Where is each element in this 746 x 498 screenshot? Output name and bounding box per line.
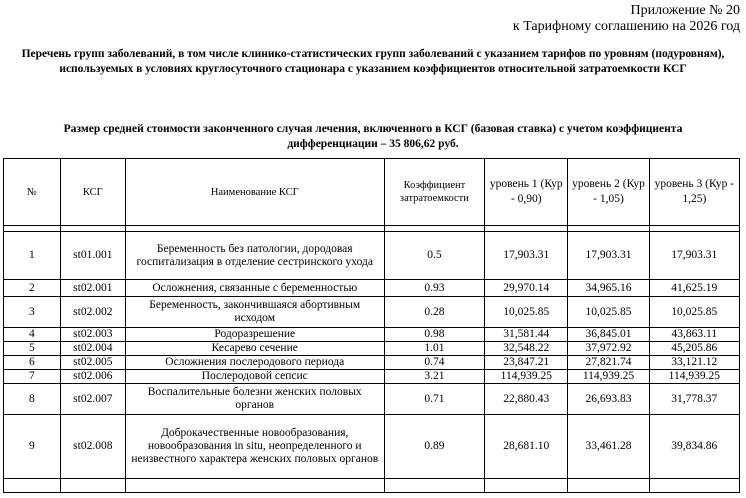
appendix-reference bbox=[513, 3, 740, 35]
table-row bbox=[4, 370, 740, 384]
row-number: 7 bbox=[4, 370, 61, 384]
header-ksg-name: Наименование КСГ bbox=[125, 159, 384, 226]
row-ksg-code: st02.001 bbox=[60, 280, 125, 297]
row-ksg-code: st02.008 bbox=[60, 415, 125, 479]
row-coefficient: 0.71 bbox=[384, 384, 485, 415]
row-level-2-tariff: 26,693.83 bbox=[568, 384, 649, 415]
row-level-1-tariff: 17,903.31 bbox=[485, 232, 568, 280]
row-number: 2 bbox=[4, 280, 61, 297]
row-level-2-tariff: 114,939.25 bbox=[568, 370, 649, 384]
row-ksg-name: Родоразрешение bbox=[125, 328, 384, 342]
row-ksg-code: st02.006 bbox=[60, 370, 125, 384]
row-ksg-code: st02.004 bbox=[60, 342, 125, 356]
table-row bbox=[4, 297, 740, 328]
row-level-1-tariff: 114,939.25 bbox=[485, 370, 568, 384]
table-row bbox=[4, 384, 740, 415]
row-ksg-name: Доброкачественные новообразования, новообразования in situ, неопределенного и неизвестного характера женских половых органов bbox=[125, 415, 384, 479]
header-level-1: уровень 1 (Кур - 0,90) bbox=[485, 159, 568, 226]
row-ksg-name: Беременность без патологии, дородовая госпитализация в отделение сестринского ухода bbox=[125, 232, 384, 280]
row-number: 4 bbox=[4, 328, 61, 342]
row-level-1-tariff: 28,681.10 bbox=[485, 415, 568, 479]
document-heading: Перечень групп заболеваний, в том числе клинико-статистических групп заболеваний с указанием тарифов по уровням (подуровням), используемых в условиях круглосуточного стационара с указанием коэффициентов относительной затратоемкости КСГ bbox=[21, 48, 725, 75]
row-ksg-name: Осложнения, связанные с беременностью bbox=[125, 280, 384, 297]
row-ksg-code: st02.007 bbox=[60, 384, 125, 415]
row-level-3-tariff: 41,625.19 bbox=[649, 280, 739, 297]
row-ksg-name: Осложнения послеродового периода bbox=[125, 356, 384, 370]
row-level-3-tariff: 43,863.11 bbox=[649, 328, 739, 342]
table-row bbox=[4, 356, 740, 370]
row-level-1-tariff: 23,847.21 bbox=[485, 356, 568, 370]
row-number: 5 bbox=[4, 342, 61, 356]
row-level-3-tariff: 31,778.37 bbox=[649, 384, 739, 415]
row-ksg-name: Послеродовой сепсис bbox=[125, 370, 384, 384]
row-number: 8 bbox=[4, 384, 61, 415]
row-level-1-tariff: 10,025.85 bbox=[485, 297, 568, 328]
table-row bbox=[4, 232, 740, 280]
row-ksg-code: st01.001 bbox=[60, 232, 125, 280]
row-level-1-tariff: 32,548.22 bbox=[485, 342, 568, 356]
header-number: № bbox=[4, 159, 61, 226]
row-level-2-tariff: 10,025.85 bbox=[568, 297, 649, 328]
row-level-1-tariff: 31,581.44 bbox=[485, 328, 568, 342]
header-cost-coefficient: Коэффициент затратоемкости bbox=[384, 159, 485, 226]
row-level-2-tariff: 37,972.92 bbox=[568, 342, 649, 356]
row-coefficient: 1.01 bbox=[384, 342, 485, 356]
row-level-3-tariff: 45,205.86 bbox=[649, 342, 739, 356]
table-header-row bbox=[4, 159, 740, 226]
table-row-cut-off bbox=[4, 479, 740, 493]
row-level-3-tariff: 17,903.31 bbox=[649, 232, 739, 280]
table-row bbox=[4, 280, 740, 297]
row-number: 1 bbox=[4, 232, 61, 280]
row-level-2-tariff: 17,903.31 bbox=[568, 232, 649, 280]
row-level-2-tariff: 34,965.16 bbox=[568, 280, 649, 297]
header-ksg: КСГ bbox=[60, 159, 125, 226]
row-level-3-tariff: 39,834.86 bbox=[649, 415, 739, 479]
row-level-1-tariff: 29,970.14 bbox=[485, 280, 568, 297]
row-level-2-tariff: 27,821.74 bbox=[568, 356, 649, 370]
row-level-3-tariff: 33,121.12 bbox=[649, 356, 739, 370]
row-level-1-tariff: 22,880.43 bbox=[485, 384, 568, 415]
row-ksg-name: Воспалительные болезни женских половых органов bbox=[125, 384, 384, 415]
table-row bbox=[4, 415, 740, 479]
header-level-3: уровень 3 (Кур - 1,25) bbox=[649, 159, 739, 226]
header-level-2: уровень 2 (Кур - 1,05) bbox=[568, 159, 649, 226]
row-ksg-name: Беременность, закончившаяся абортивным исходом bbox=[125, 297, 384, 328]
row-coefficient: 0.5 bbox=[384, 232, 485, 280]
appendix-number: Приложение № 20 bbox=[630, 3, 740, 18]
row-coefficient: 0.74 bbox=[384, 356, 485, 370]
row-coefficient: 0.28 bbox=[384, 297, 485, 328]
row-number: 6 bbox=[4, 356, 61, 370]
row-level-2-tariff: 33,461.28 bbox=[568, 415, 649, 479]
table-row bbox=[4, 342, 740, 356]
appendix-agreement: к Тарифному соглашению на 2026 год bbox=[512, 19, 740, 34]
row-coefficient: 0.93 bbox=[384, 280, 485, 297]
row-level-3-tariff: 10,025.85 bbox=[649, 297, 739, 328]
row-ksg-name: Кесарево сечение bbox=[125, 342, 384, 356]
row-coefficient: 0.98 bbox=[384, 328, 485, 342]
row-ksg-code: st02.002 bbox=[60, 297, 125, 328]
row-coefficient: 0.89 bbox=[384, 415, 485, 479]
table-row bbox=[4, 328, 740, 342]
row-ksg-code: st02.003 bbox=[60, 328, 125, 342]
row-ksg-code: st02.005 bbox=[60, 356, 125, 370]
row-number: 9 bbox=[4, 415, 61, 479]
row-number: 3 bbox=[4, 297, 61, 328]
base-rate-statement: Размер средней стоимости законченного случая лечения, включенного в КСГ (базовая ставка) с учетом коэффициента дифференциации – 35 806,62 руб. bbox=[63, 123, 683, 150]
row-coefficient: 3.21 bbox=[384, 370, 485, 384]
row-level-2-tariff: 36,845.01 bbox=[568, 328, 649, 342]
ksg-tariff-table bbox=[3, 158, 740, 493]
row-level-3-tariff: 114,939.25 bbox=[649, 370, 739, 384]
